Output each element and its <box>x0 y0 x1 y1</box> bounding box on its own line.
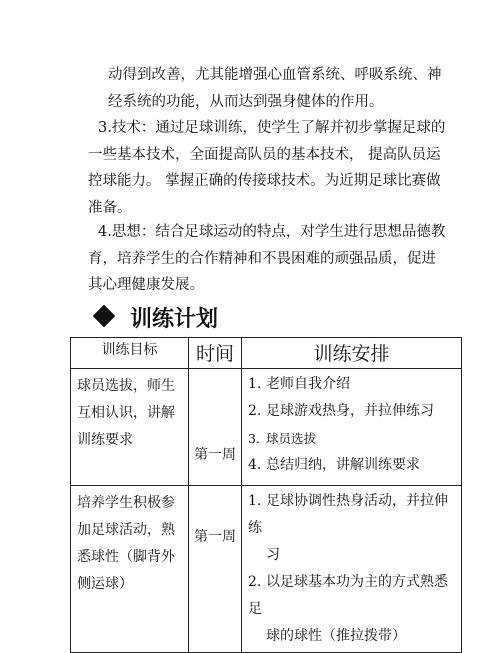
goal-line: 球员选拔，师生 <box>77 378 175 394</box>
section-title: 训练计划 <box>130 307 219 332</box>
intro-paragraph <box>108 62 488 115</box>
time-cell <box>189 369 242 486</box>
schedule-item: 4. 总结归纳，讲解训练要求 <box>248 457 420 473</box>
text-line: 经系统的功能，从而达到强身健体的作用。 <box>108 93 384 110</box>
thought-paragraph <box>88 219 468 299</box>
goal-line: 培养学生积极参 <box>77 495 175 511</box>
schedule-item: 2. 以足球基本功为主的方式熟悉足 <box>248 574 448 617</box>
schedule-item: 球的球性（推拉拨带） <box>266 628 406 644</box>
goal-cell <box>71 369 189 486</box>
goal-line: 训练要求 <box>77 432 133 448</box>
section-heading <box>96 302 218 333</box>
text-line: 3.技术：通过足球训练，使学生了解并初步掌握足球的 <box>98 120 446 136</box>
schedule-item: 2. 足球游戏热身，并拉伸练习 <box>248 403 434 419</box>
goal-line: 加足球活动，熟 <box>77 522 175 538</box>
schedule-cell <box>242 486 462 653</box>
goal-line: 侧运球） <box>77 576 133 592</box>
text-line: 4.思想：结合足球运动的特点，对学生进行思想品德教 <box>98 224 446 240</box>
goal-line: 悉球性（脚背外 <box>77 549 175 565</box>
goal-line: 互相认识，讲解 <box>77 405 175 421</box>
schedule-item: 1. 足球协调性热身活动，并拉伸练 <box>248 493 448 536</box>
diamond-bullet-icon <box>93 305 116 328</box>
column-header-schedule: 训练安排 <box>242 338 462 369</box>
column-header-time: 时间 <box>189 338 242 369</box>
text-line: 准备。 <box>88 199 132 216</box>
column-header-goal: 训练目标 <box>71 338 189 369</box>
week-label: 第一周 <box>194 529 236 545</box>
table-row <box>71 369 462 486</box>
technique-paragraph <box>88 115 468 221</box>
time-cell <box>189 486 242 653</box>
training-plan-table <box>70 337 462 653</box>
schedule-item: 3. 球员选拔 <box>248 431 317 446</box>
schedule-cell <box>242 369 462 486</box>
table-row <box>71 486 462 653</box>
text-line: 一些基本技术，全面提高队员的基本技术， 提高队员运 <box>88 146 441 163</box>
goal-cell <box>71 486 189 653</box>
text-line: 育，培养学生的合作精神和不畏困难的顽强品质，促进 <box>88 250 436 267</box>
text-line: 其心理健康发展。 <box>88 277 204 293</box>
schedule-item: 习 <box>266 547 280 563</box>
text-line: 控球能力。 掌握正确的传接球技术。为近期足球比赛做 <box>88 173 441 189</box>
text-line: 动得到改善，尤其能增强心血管系统、呼吸系统、神 <box>108 67 442 83</box>
schedule-item: 1. 老师自我介绍 <box>248 376 350 392</box>
table-header-row <box>71 338 462 369</box>
week-label: 第一周 <box>194 447 236 463</box>
